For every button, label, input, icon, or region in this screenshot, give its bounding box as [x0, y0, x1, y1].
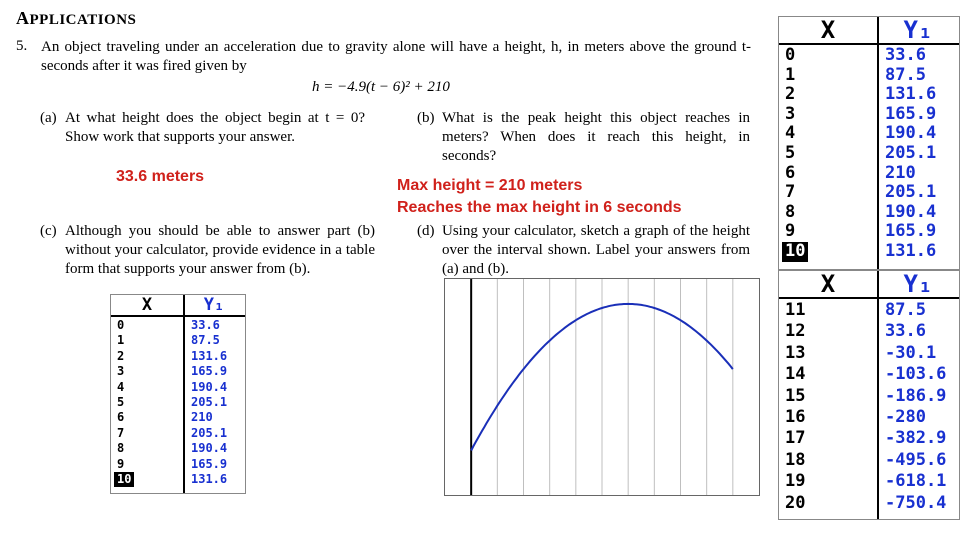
right-table-bottom-cell-x: 17 [785, 428, 806, 449]
question-text: An object traveling under an acceleration due to gravity alone will have a height, h, in meters above the ground t-seconds after it was fired given by [41, 39, 751, 74]
small-table-row [111, 380, 245, 395]
right-table-bottom-row [779, 450, 959, 471]
right-table-top-row [779, 66, 959, 86]
right-table-top-cell-y: 190.4 [885, 123, 937, 144]
small-table-cell-y: 165.9 [191, 364, 228, 379]
right-table-top-row [779, 203, 959, 223]
right-table-bottom-cell-y: -495.6 [885, 449, 947, 470]
part-c-label: (c) [40, 223, 57, 239]
small-table-cell-y: 131.6 [191, 472, 228, 486]
small-table-cell-x: 8 [117, 441, 125, 456]
right-table-bottom-row [779, 364, 959, 385]
right-table-top-header [779, 17, 959, 45]
small-table-cell-y: 190.4 [191, 441, 228, 456]
right-table-top-cell-y: 87.5 [885, 64, 926, 85]
part-a-label: (a) [40, 110, 57, 126]
right-table-bottom-cell-y: -618.1 [885, 471, 947, 492]
small-table-cell-x: 4 [117, 379, 125, 394]
small-table-row [111, 410, 245, 425]
right-table-top-cell-x: 8 [785, 201, 796, 222]
right-table-bottom-header-x: X [820, 270, 836, 298]
right-table-top-row [779, 242, 959, 262]
right-table-top-cell-y: 165.9 [885, 221, 937, 242]
right-table-top-row [779, 124, 959, 144]
small-table-row [111, 333, 245, 348]
right-table-bottom-cell-x: 18 [785, 449, 806, 470]
right-table-bottom-cell-x: 13 [785, 342, 806, 363]
answer-a: 33.6 meters [116, 168, 205, 185]
height-graph [444, 278, 760, 496]
small-table-cell-y: 131.6 [191, 348, 228, 363]
right-table-top-header-x: X [820, 16, 836, 44]
right-table-bottom-row [779, 300, 959, 321]
answer-b-time: Reaches the max height in 6 seconds [397, 199, 682, 216]
small-table-row [111, 472, 245, 487]
small-table-row [111, 441, 245, 456]
small-table-cell-y: 205.1 [191, 425, 228, 440]
small-table-row [111, 349, 245, 364]
right-table-bottom-row [779, 407, 959, 428]
height-equation: h = −4.9(t − 6)² + 210 [312, 79, 450, 95]
right-table-top-cell-x: 9 [785, 221, 796, 242]
right-table-bottom-cell-x: 14 [785, 364, 806, 385]
right-table-top-cell-y: 205.1 [885, 182, 937, 203]
section-heading: APPLICATIONS [16, 8, 137, 28]
small-table-row [111, 426, 245, 441]
right-table-top-cell-x: 10 [782, 242, 808, 262]
right-table-top-cell-y: 165.9 [885, 103, 937, 124]
small-table-row [111, 457, 245, 472]
right-table-bottom-cell-x: 20 [785, 492, 806, 513]
part-d [417, 222, 751, 282]
part-c-text: Although you should be able to answer part (b) without your calculator, provide evidence in a table form that supports your answer from (b). [65, 223, 375, 277]
part-a-text: At what height does the object begin at t = 0? Show work that supports your answer. [65, 110, 365, 145]
right-table-top-cell-x: 4 [785, 123, 796, 144]
right-table-top-cell-x: 1 [785, 64, 796, 85]
right-table-top-cell-x: 6 [785, 162, 796, 183]
right-table-top-cell-y: 210 [885, 162, 916, 183]
part-a [40, 109, 380, 149]
right-table-top-cell-y: 190.4 [885, 201, 937, 222]
right-table-bottom-cell-y: -30.1 [885, 342, 937, 363]
small-table-header-y: Y₁ [203, 295, 225, 315]
right-table-top-row [779, 222, 959, 242]
right-table-top-cell-x: 0 [785, 45, 796, 65]
small-table-cell-x: 9 [117, 456, 125, 471]
right-table-top-row [779, 105, 959, 125]
small-table-cell-y: 210 [191, 410, 213, 425]
right-table-top-cell-y: 33.6 [885, 45, 926, 65]
right-table-bottom-cell-y: -186.9 [885, 385, 947, 406]
small-table-row [111, 318, 245, 333]
right-table-bottom-cell-x: 12 [785, 321, 806, 342]
right-table-bottom-header-y: Y₁ [903, 270, 933, 298]
small-table-row [111, 395, 245, 410]
small-table-cell-x: 1 [117, 333, 125, 348]
right-table-bottom-cell-x: 19 [785, 471, 806, 492]
small-table-cell-y: 165.9 [191, 456, 228, 471]
small-table-cell-y: 190.4 [191, 379, 228, 394]
right-table-top-row [779, 85, 959, 105]
small-table-header-x: X [141, 295, 153, 315]
calculator-table-right-top [778, 16, 960, 270]
right-table-top-row [779, 144, 959, 164]
right-table-bottom-cell-y: -103.6 [885, 364, 947, 385]
right-table-top-cell-x: 2 [785, 84, 796, 105]
part-d-text: Using your calculator, sketch a graph of the height over the interval shown. Label your answers from (a) and (b). [442, 223, 750, 277]
right-table-top-header-y: Y₁ [903, 16, 933, 44]
right-table-bottom-row [779, 343, 959, 364]
small-table-cell-x: 5 [117, 395, 125, 409]
right-table-bottom-row [779, 321, 959, 342]
small-table-cell-x: 7 [117, 425, 125, 440]
right-table-bottom-row [779, 386, 959, 407]
right-table-bottom-cell-y: 87.5 [885, 300, 926, 320]
small-table-cell-y: 33.6 [191, 318, 220, 332]
graph-svg [445, 279, 759, 495]
right-table-bottom-cell-x: 11 [785, 300, 806, 320]
small-table-header [111, 295, 245, 317]
right-table-top-row [779, 164, 959, 184]
right-table-top-row [779, 46, 959, 66]
small-table-cell-y: 87.5 [191, 333, 220, 348]
part-b-text: What is the peak height this object reaches in meters? When does it reach this height, in seconds? [442, 110, 750, 164]
right-table-bottom-row [779, 493, 959, 514]
small-table-cell-x: 0 [117, 318, 125, 332]
right-table-bottom-cell-y: -750.4 [885, 492, 947, 513]
small-table-cell-x: 10 [114, 472, 134, 487]
right-table-bottom-cell-y: -280 [885, 407, 926, 427]
part-b-label: (b) [417, 110, 435, 126]
right-table-bottom-header [779, 271, 959, 299]
right-table-bottom-cell-x: 15 [785, 385, 806, 406]
part-d-label: (d) [417, 223, 435, 239]
part-c [40, 222, 376, 282]
small-table-cell-x: 2 [117, 348, 125, 363]
right-table-bottom-cell-x: 16 [785, 407, 806, 427]
right-table-top-cell-x: 5 [785, 143, 796, 163]
small-table-cell-x: 3 [117, 364, 125, 379]
right-table-top-cell-x: 3 [785, 103, 796, 124]
small-table-cell-x: 6 [117, 410, 125, 425]
calculator-table-right-bottom [778, 270, 960, 520]
right-table-top-cell-y: 131.6 [885, 241, 937, 261]
right-table-top-cell-y: 205.1 [885, 143, 937, 163]
part-b [417, 109, 751, 169]
right-table-bottom-cell-y: -382.9 [885, 428, 947, 449]
right-table-top-cell-y: 131.6 [885, 84, 937, 105]
question-number: 5. [16, 38, 28, 54]
answer-b-height: Max height = 210 meters [397, 177, 583, 194]
calculator-table-small [110, 294, 246, 494]
right-table-bottom-cell-y: 33.6 [885, 321, 926, 342]
right-table-top-cell-x: 7 [785, 182, 796, 203]
right-table-top-row [779, 183, 959, 203]
right-table-bottom-row [779, 428, 959, 449]
small-table-row [111, 364, 245, 379]
small-table-cell-y: 205.1 [191, 395, 228, 409]
right-table-bottom-row [779, 471, 959, 492]
